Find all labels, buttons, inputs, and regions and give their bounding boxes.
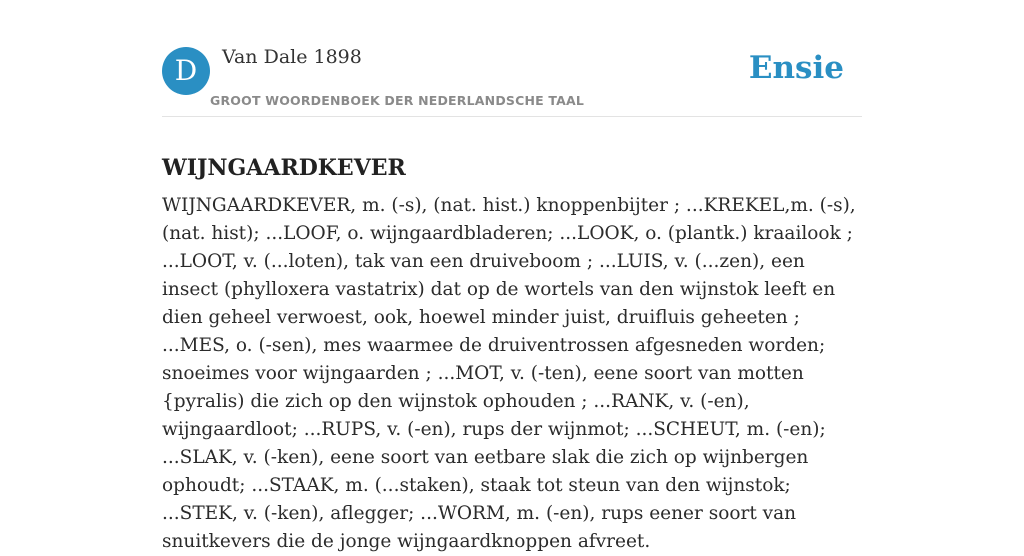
ensie-logo[interactable]: Ensie [748,50,844,86]
entry-headword: WIJNGAARDKEVER [162,154,406,181]
entry-definition: WIJNGAARDKEVER, m. (-s), (nat. hist.) knoppenbijter ; ...KREKEL,m. (-s), (nat. hist); ...LOOF, o. wijngaardbladeren; ...LOOK, o. (plantk.) kraailook ; ...LOOT, v. (...loten), tak van een druiveboom ; ...LUIS, v. (...zen), een insect (phylloxera vastatrix) dat op de wortels van den wijnstok leeft en dien geheel verwoest, ook, hoewel minder juist, druifluis geheeten ; ...MES, o. (-sen), mes waarmee de druiventrossen afgesneden worden; snoeimes voor wijngaarden ; ...MOT, v. (-ten), eene soort van motten {pyralis) die zich op den wijnstok ophouden ; ...RANK, v. (-en), wijngaardloot; ...RUPS, v. (-en), rups der wijnmot; ...SCHEUT, m. (-en); ...SLAK, v. (-ken), eene soort van eetbare slak die zich op wijnbergen ophoudt; ...STAAK, m. (...staken), staak tot steun van den wijnstok; ...STEK, v. (-ken), aflegger; ...WORM, m. (-en), rups eener soort van snuitkevers die de jonge wijngaardknoppen afvreet. [162,195,856,552]
dictionary-source-title[interactable]: Van Dale 1898 [222,46,362,68]
dictionary-header [162,46,862,117]
dictionary-avatar[interactable]: D [162,47,210,95]
dictionary-source-subtitle: GROOT WOORDENBOEK DER NEDERLANDSCHE TAAL [210,93,585,108]
